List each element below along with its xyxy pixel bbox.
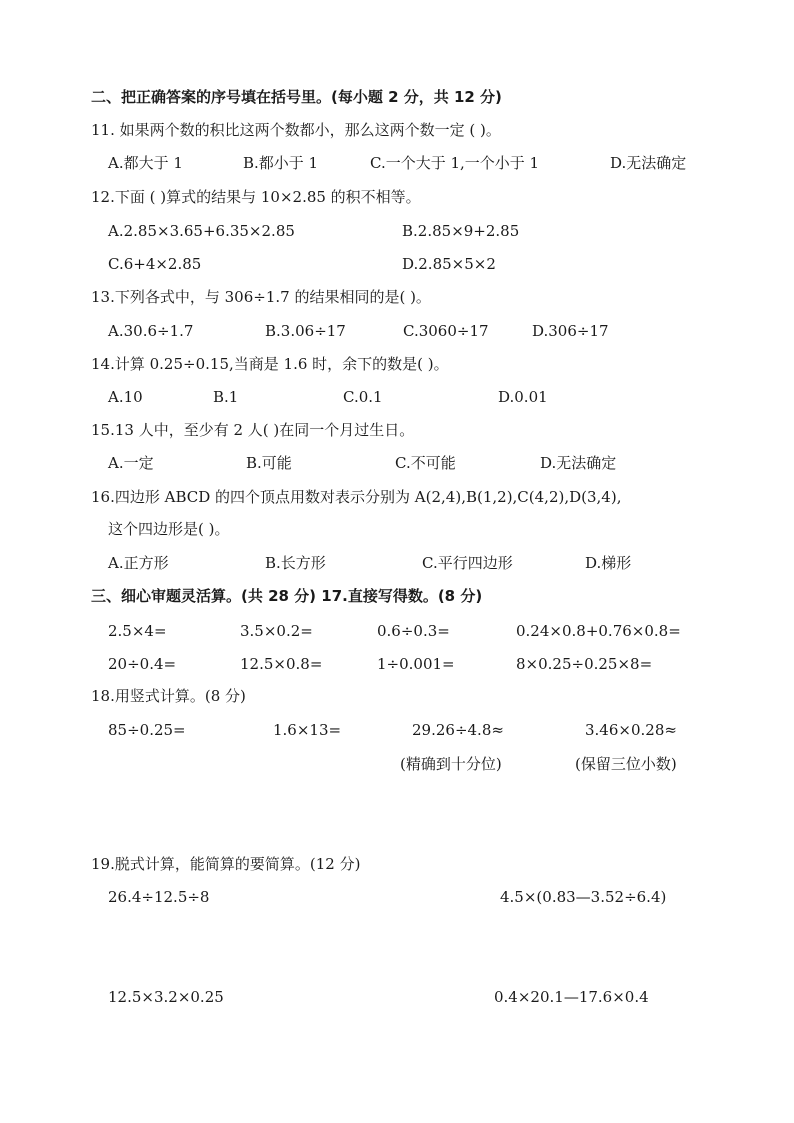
- q12-stem: 12.下面 ( )算式的结果与 10×2.85 的积不相等。: [91, 188, 421, 206]
- q18-item3: 29.26÷4.8≈: [412, 721, 504, 739]
- section2-heading: 二、把正确答案的序号填在括号里。(每小题 2 分，共 12 分): [91, 88, 502, 106]
- q13-stem: 13.下列各式中，与 306÷1.7 的结果相同的是( )。: [91, 288, 431, 306]
- q16-option-d: D.梯形: [585, 554, 632, 572]
- q18-item2: 1.6×13=: [273, 721, 342, 739]
- q11-option-d: D.无法确定: [610, 154, 687, 172]
- q18-note2: (保留三位小数): [575, 755, 677, 773]
- q11-option-a: A.都大于 1: [108, 154, 183, 172]
- q12-option-d: D.2.85×5×2: [402, 255, 496, 273]
- q16-option-a: A.正方形: [108, 554, 169, 572]
- q12-option-c: C.6+4×2.85: [108, 255, 202, 273]
- q18-item1: 85÷0.25=: [108, 721, 186, 739]
- q14-option-a: A.10: [108, 388, 143, 406]
- q19-title: 19.脱式计算，能简算的要简算。(12 分): [91, 855, 361, 873]
- section3-heading: 三、细心审题灵活算。(共 28 分) 17.直接写得数。(8 分): [91, 587, 483, 605]
- q16-option-b: B.长方形: [265, 554, 326, 572]
- q15-option-b: B.可能: [246, 454, 292, 472]
- q13-option-b: B.3.06÷17: [265, 322, 346, 340]
- q19-item3: 12.5×3.2×0.25: [108, 988, 224, 1006]
- q17-r1-item2: 3.5×0.2=: [240, 622, 313, 640]
- q13-option-c: C.3060÷17: [403, 322, 489, 340]
- q14-option-c: C.0.1: [343, 388, 383, 406]
- q16-stem: 16.四边形 ABCD 的四个顶点用数对表示分别为 A(2,4),B(1,2),C(4,2),D(3,4),: [91, 488, 622, 506]
- q19-item1: 26.4÷12.5÷8: [108, 888, 210, 906]
- q11-option-b: B.都小于 1: [243, 154, 319, 172]
- q16-option-c: C.平行四边形: [422, 554, 513, 572]
- q15-option-a: A.一定: [108, 454, 154, 472]
- q19-item4: 0.4×20.1—17.6×0.4: [494, 988, 649, 1006]
- q13-option-a: A.30.6÷1.7: [108, 322, 194, 340]
- q12-option-a: A.2.85×3.65+6.35×2.85: [108, 222, 295, 240]
- q19-item2: 4.5×(0.83—3.52÷6.4): [500, 888, 667, 906]
- q12-option-b: B.2.85×9+2.85: [402, 222, 520, 240]
- q11-option-c: C.一个大于 1,一个小于 1: [370, 154, 540, 172]
- q17-r2-item3: 1÷0.001=: [377, 655, 455, 673]
- q14-stem: 14.计算 0.25÷0.15,当商是 1.6 时，余下的数是( )。: [91, 355, 449, 373]
- q14-option-b: B.1: [213, 388, 239, 406]
- q17-r1-item1: 2.5×4=: [108, 622, 167, 640]
- q18-title: 18.用竖式计算。(8 分): [91, 687, 246, 705]
- q11-stem: 11. 如果两个数的积比这两个数都小，那么这两个数一定 ( )。: [91, 121, 501, 139]
- q18-item4: 3.46×0.28≈: [585, 721, 677, 739]
- q17-r1-item3: 0.6÷0.3=: [377, 622, 450, 640]
- q17-r2-item1: 20÷0.4=: [108, 655, 177, 673]
- q14-option-d: D.0.01: [498, 388, 548, 406]
- q17-r2-item2: 12.5×0.8=: [240, 655, 323, 673]
- q17-r2-item4: 8×0.25÷0.25×8=: [516, 655, 653, 673]
- q15-stem: 15.13 人中，至少有 2 人( )在同一个月过生日。: [91, 421, 415, 439]
- q13-option-d: D.306÷17: [532, 322, 609, 340]
- q17-r1-item4: 0.24×0.8+0.76×0.8=: [516, 622, 681, 640]
- q15-option-d: D.无法确定: [540, 454, 617, 472]
- q18-note1: (精确到十分位): [400, 755, 502, 773]
- q16-stem-line2: 这个四边形是( )。: [108, 520, 230, 538]
- q15-option-c: C.不可能: [395, 454, 456, 472]
